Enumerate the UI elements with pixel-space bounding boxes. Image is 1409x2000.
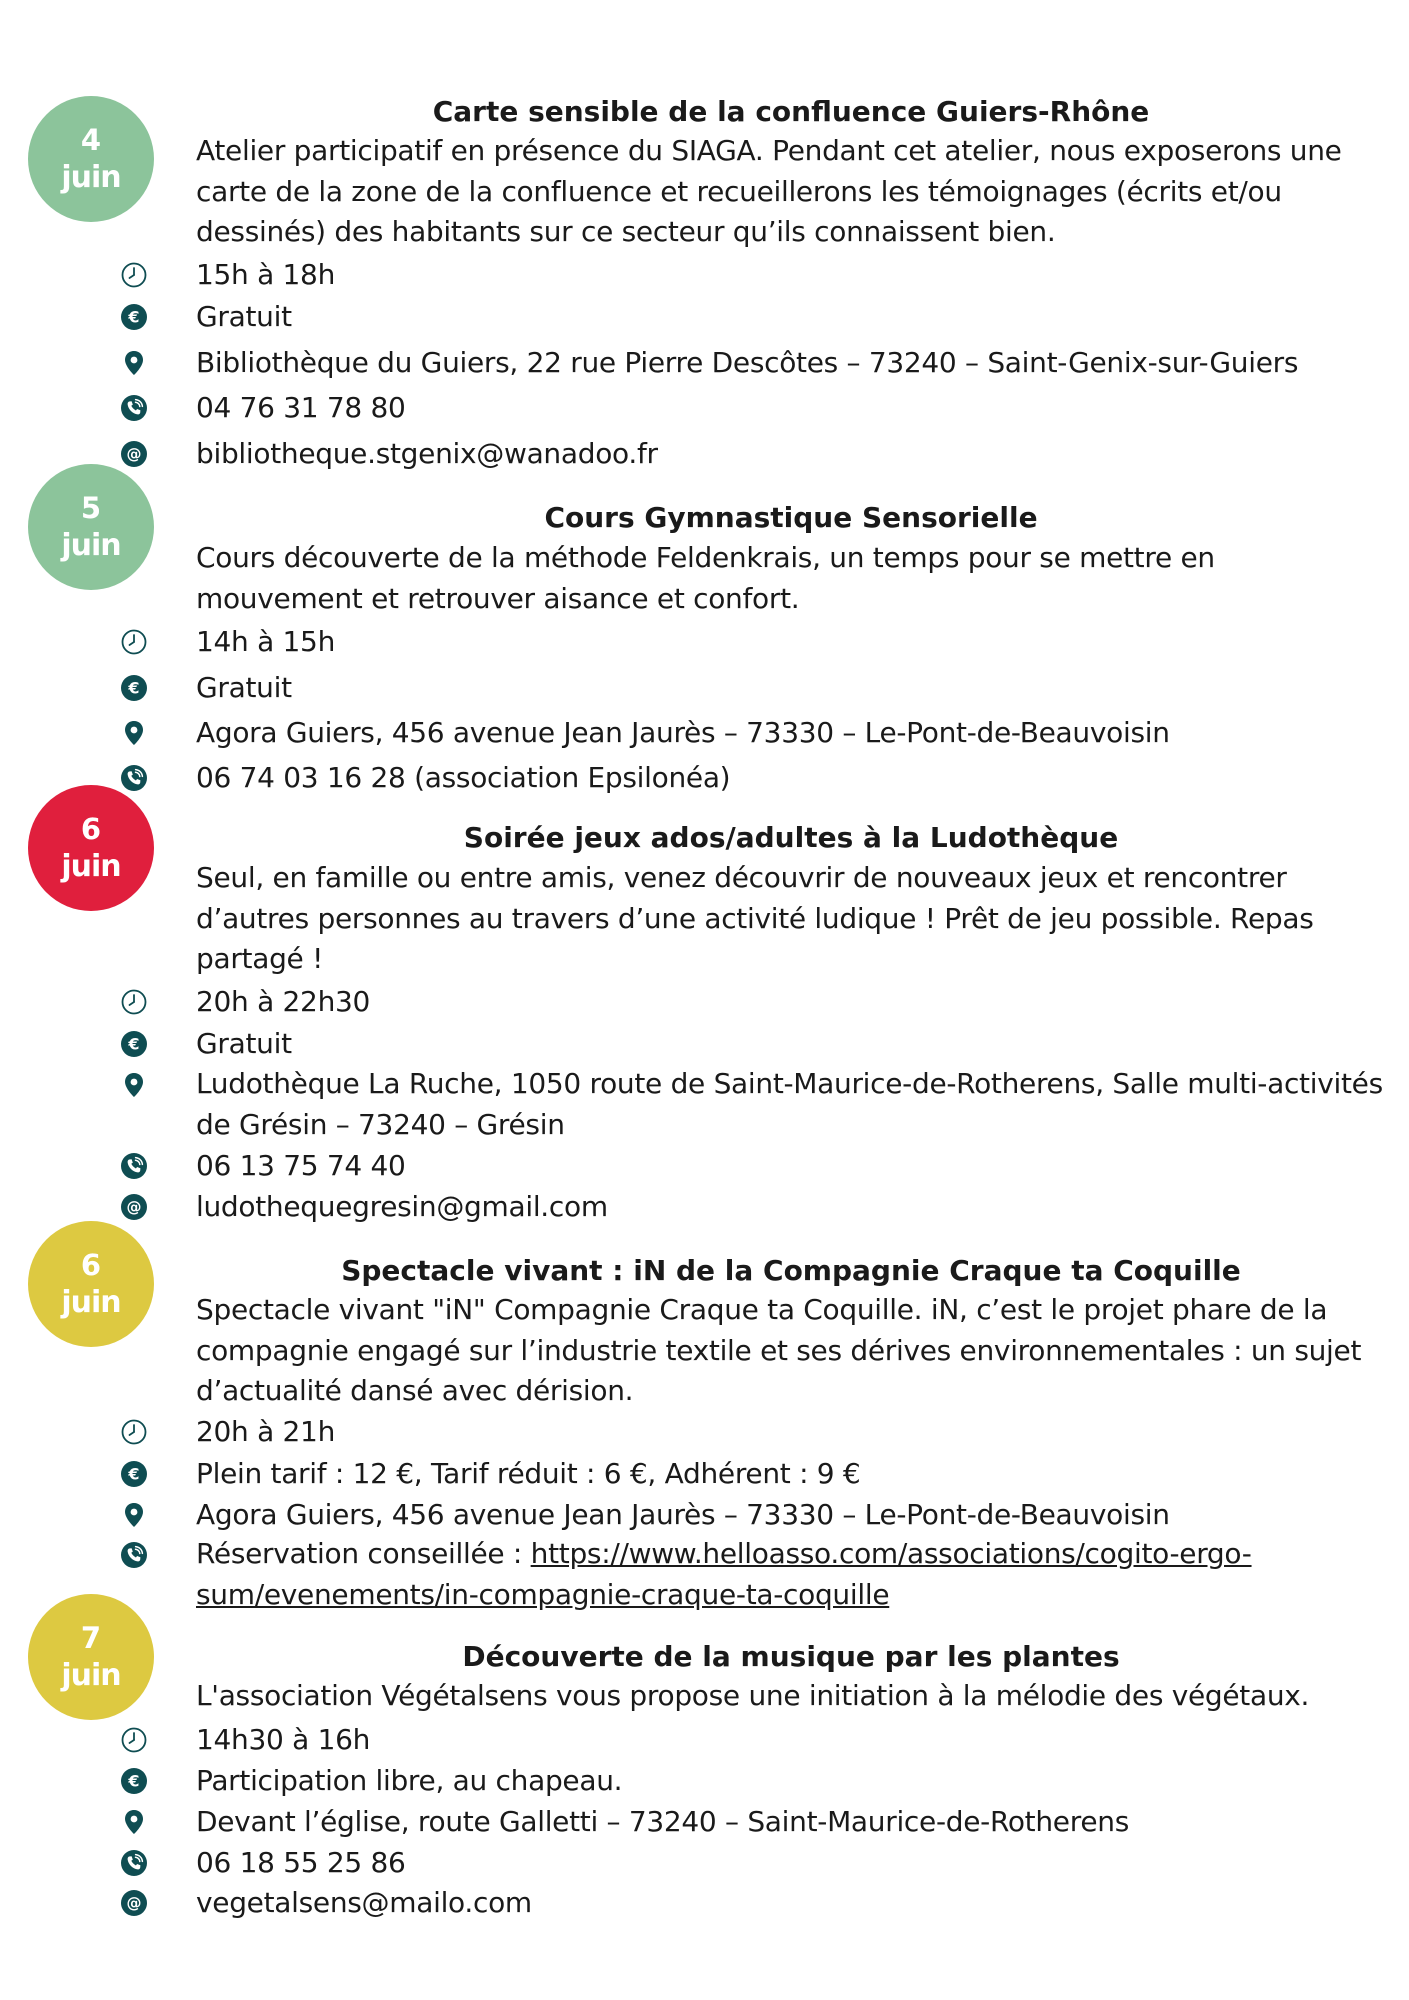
date-day: 5: [80, 491, 102, 525]
date-badge: [28, 1594, 154, 1720]
event-place-row: [0, 712, 1409, 754]
map-pin-icon: [120, 1501, 148, 1529]
date-day: 6: [80, 1248, 102, 1282]
euro-icon: [120, 1460, 148, 1488]
event-title: Soirée jeux ados/adultes à la Ludothèque: [463, 821, 1119, 854]
event-email[interactable]: bibliotheque.stgenix@wanadoo.fr: [196, 437, 658, 470]
event-place: Agora Guiers, 456 avenue Jean Jaurès – 73330 – Le-Pont-de-Beauvoisin: [196, 716, 1170, 749]
event-title: Carte sensible de la confluence Guiers-Rhône: [432, 95, 1150, 128]
date-month: juin: [61, 1285, 121, 1320]
event-place: Devant l’église, route Galletti – 73240 – Saint-Maurice-de-Rotherens: [196, 1805, 1129, 1838]
event-place: Agora Guiers, 456 avenue Jean Jaurès – 73330 – Le-Pont-de-Beauvoisin: [196, 1498, 1170, 1531]
clock-icon: [120, 1726, 148, 1754]
event-price: Plein tarif : 12 €, Tarif réduit : 6 €, Adhérent : 9 €: [196, 1457, 861, 1490]
date-month: juin: [61, 160, 121, 195]
date-month: juin: [61, 528, 121, 563]
event-email-row: [0, 1186, 1409, 1228]
clock-icon: [120, 988, 148, 1016]
date-day: 6: [80, 812, 102, 846]
event-description: Spectacle vivant "iN" Compagnie Craque ta Coquille. iN, c’est le projet phare de la compagnie engagé sur l’industrie textile et ses dérives environnementales : un sujet d’actualité dansé avec dérision.: [196, 1293, 1362, 1407]
event-phone: 06 74 03 16 28 (association Epsilonéa): [196, 761, 731, 794]
date-badge: [28, 464, 154, 590]
event-time-row: [0, 1719, 1409, 1761]
euro-icon: [120, 1030, 148, 1058]
event-phone: 04 76 31 78 80: [196, 391, 406, 424]
event-email[interactable]: ludothequegresin@gmail.com: [196, 1190, 608, 1223]
date-badge: [28, 96, 154, 222]
event-place-row: [0, 1494, 1409, 1536]
event-phone: 06 18 55 25 86: [196, 1846, 406, 1879]
event-email-row: [0, 1882, 1409, 1924]
event-description: Atelier participatif en présence du SIAGA. Pendant cet atelier, nous exposerons une carte de la zone de la confluence et recueillerons les témoignages (écrits et/ou dessinés) des habitants sur ce secteur qu’ils connaissent bien.: [196, 134, 1342, 248]
event-time: 20h à 22h30: [196, 985, 371, 1018]
event-phone-row: [0, 757, 1409, 799]
event-email-row: [0, 433, 1409, 475]
event-price-row: [0, 667, 1409, 709]
euro-icon: [120, 1767, 148, 1795]
reservation-link[interactable]: https://www.helloasso.com/associations/cogito-ergo-sum/evenements/in-compagnie-craque-ta-coquille: [196, 1537, 1252, 1611]
date-badge: [28, 785, 154, 911]
clock-icon: [120, 628, 148, 656]
event-phone-row: [0, 1842, 1409, 1884]
event-description: Seul, en famille ou entre amis, venez découvrir de nouveaux jeux et rencontrer d’autres personnes au travers d’une activité ludique ! Prêt de jeu possible. Repas partagé !: [196, 861, 1314, 975]
event-place: Ludothèque La Ruche, 1050 route de Saint-Maurice-de-Rotherens, Salle multi-activités de Grésin – 73240 – Grésin: [196, 1067, 1383, 1141]
event-time-row: [0, 621, 1409, 663]
event-time-row: [0, 981, 1409, 1023]
event-price-row: [0, 1453, 1409, 1495]
event-place-row: [0, 1064, 1409, 1141]
at-sign-icon: [120, 1889, 148, 1917]
phone-icon: [120, 1541, 148, 1569]
phone-icon: [120, 1152, 148, 1180]
event-description: L'association Végétalsens vous propose une initiation à la mélodie des végétaux.: [196, 1679, 1310, 1712]
event-time: 14h30 à 16h: [196, 1723, 371, 1756]
event-time: 14h à 15h: [196, 625, 336, 658]
event-place: Bibliothèque du Guiers, 22 rue Pierre Descôtes – 73240 – Saint-Genix-sur-Guiers: [196, 346, 1299, 379]
date-month: juin: [61, 1658, 121, 1693]
event-price: Gratuit: [196, 1027, 292, 1060]
event-phone: 06 13 75 74 40: [196, 1149, 406, 1182]
event-time-row: [0, 254, 1409, 296]
event-place-row: [0, 1801, 1409, 1843]
event-price: Gratuit: [196, 300, 292, 333]
event-description: Cours découverte de la méthode Feldenkrais, un temps pour se mettre en mouvement et retrouver aisance et confort.: [196, 541, 1215, 615]
event-title: Cours Gymnastique Sensorielle: [544, 501, 1038, 534]
euro-icon: [120, 303, 148, 331]
at-sign-icon: [120, 440, 148, 468]
phone-icon: [120, 1849, 148, 1877]
event-price: Participation libre, au chapeau.: [196, 1764, 623, 1797]
event-price-row: [0, 296, 1409, 338]
event-reservation: [196, 1534, 1386, 1615]
euro-icon: [120, 674, 148, 702]
event-phone-row: [0, 1145, 1409, 1187]
map-pin-icon: [120, 349, 148, 377]
reservation-label: Réservation conseillée :: [196, 1537, 531, 1570]
event-title: Découverte de la musique par les plantes: [462, 1640, 1120, 1673]
event-price-row: [0, 1760, 1409, 1802]
event-phone-row: [0, 1534, 1409, 1611]
event-price: Gratuit: [196, 671, 292, 704]
at-sign-icon: [120, 1193, 148, 1221]
phone-icon: [120, 764, 148, 792]
date-day: 7: [80, 1621, 102, 1655]
map-pin-icon: [120, 719, 148, 747]
map-pin-icon: [120, 1808, 148, 1836]
event-time-row: [0, 1411, 1409, 1453]
event-time: 15h à 18h: [196, 258, 336, 291]
event-place-row: [0, 342, 1409, 384]
phone-icon: [120, 394, 148, 422]
clock-icon: [120, 1418, 148, 1446]
map-pin-icon: [120, 1071, 148, 1099]
event-price-row: [0, 1023, 1409, 1065]
event-phone-row: [0, 387, 1409, 429]
event-title: Spectacle vivant : iN de la Compagnie Craque ta Coquille: [341, 1254, 1241, 1287]
event-email[interactable]: vegetalsens@mailo.com: [196, 1886, 532, 1919]
event-time: 20h à 21h: [196, 1415, 336, 1448]
date-badge: [28, 1221, 154, 1347]
date-day: 4: [80, 123, 102, 157]
clock-icon: [120, 261, 148, 289]
date-month: juin: [61, 849, 121, 884]
